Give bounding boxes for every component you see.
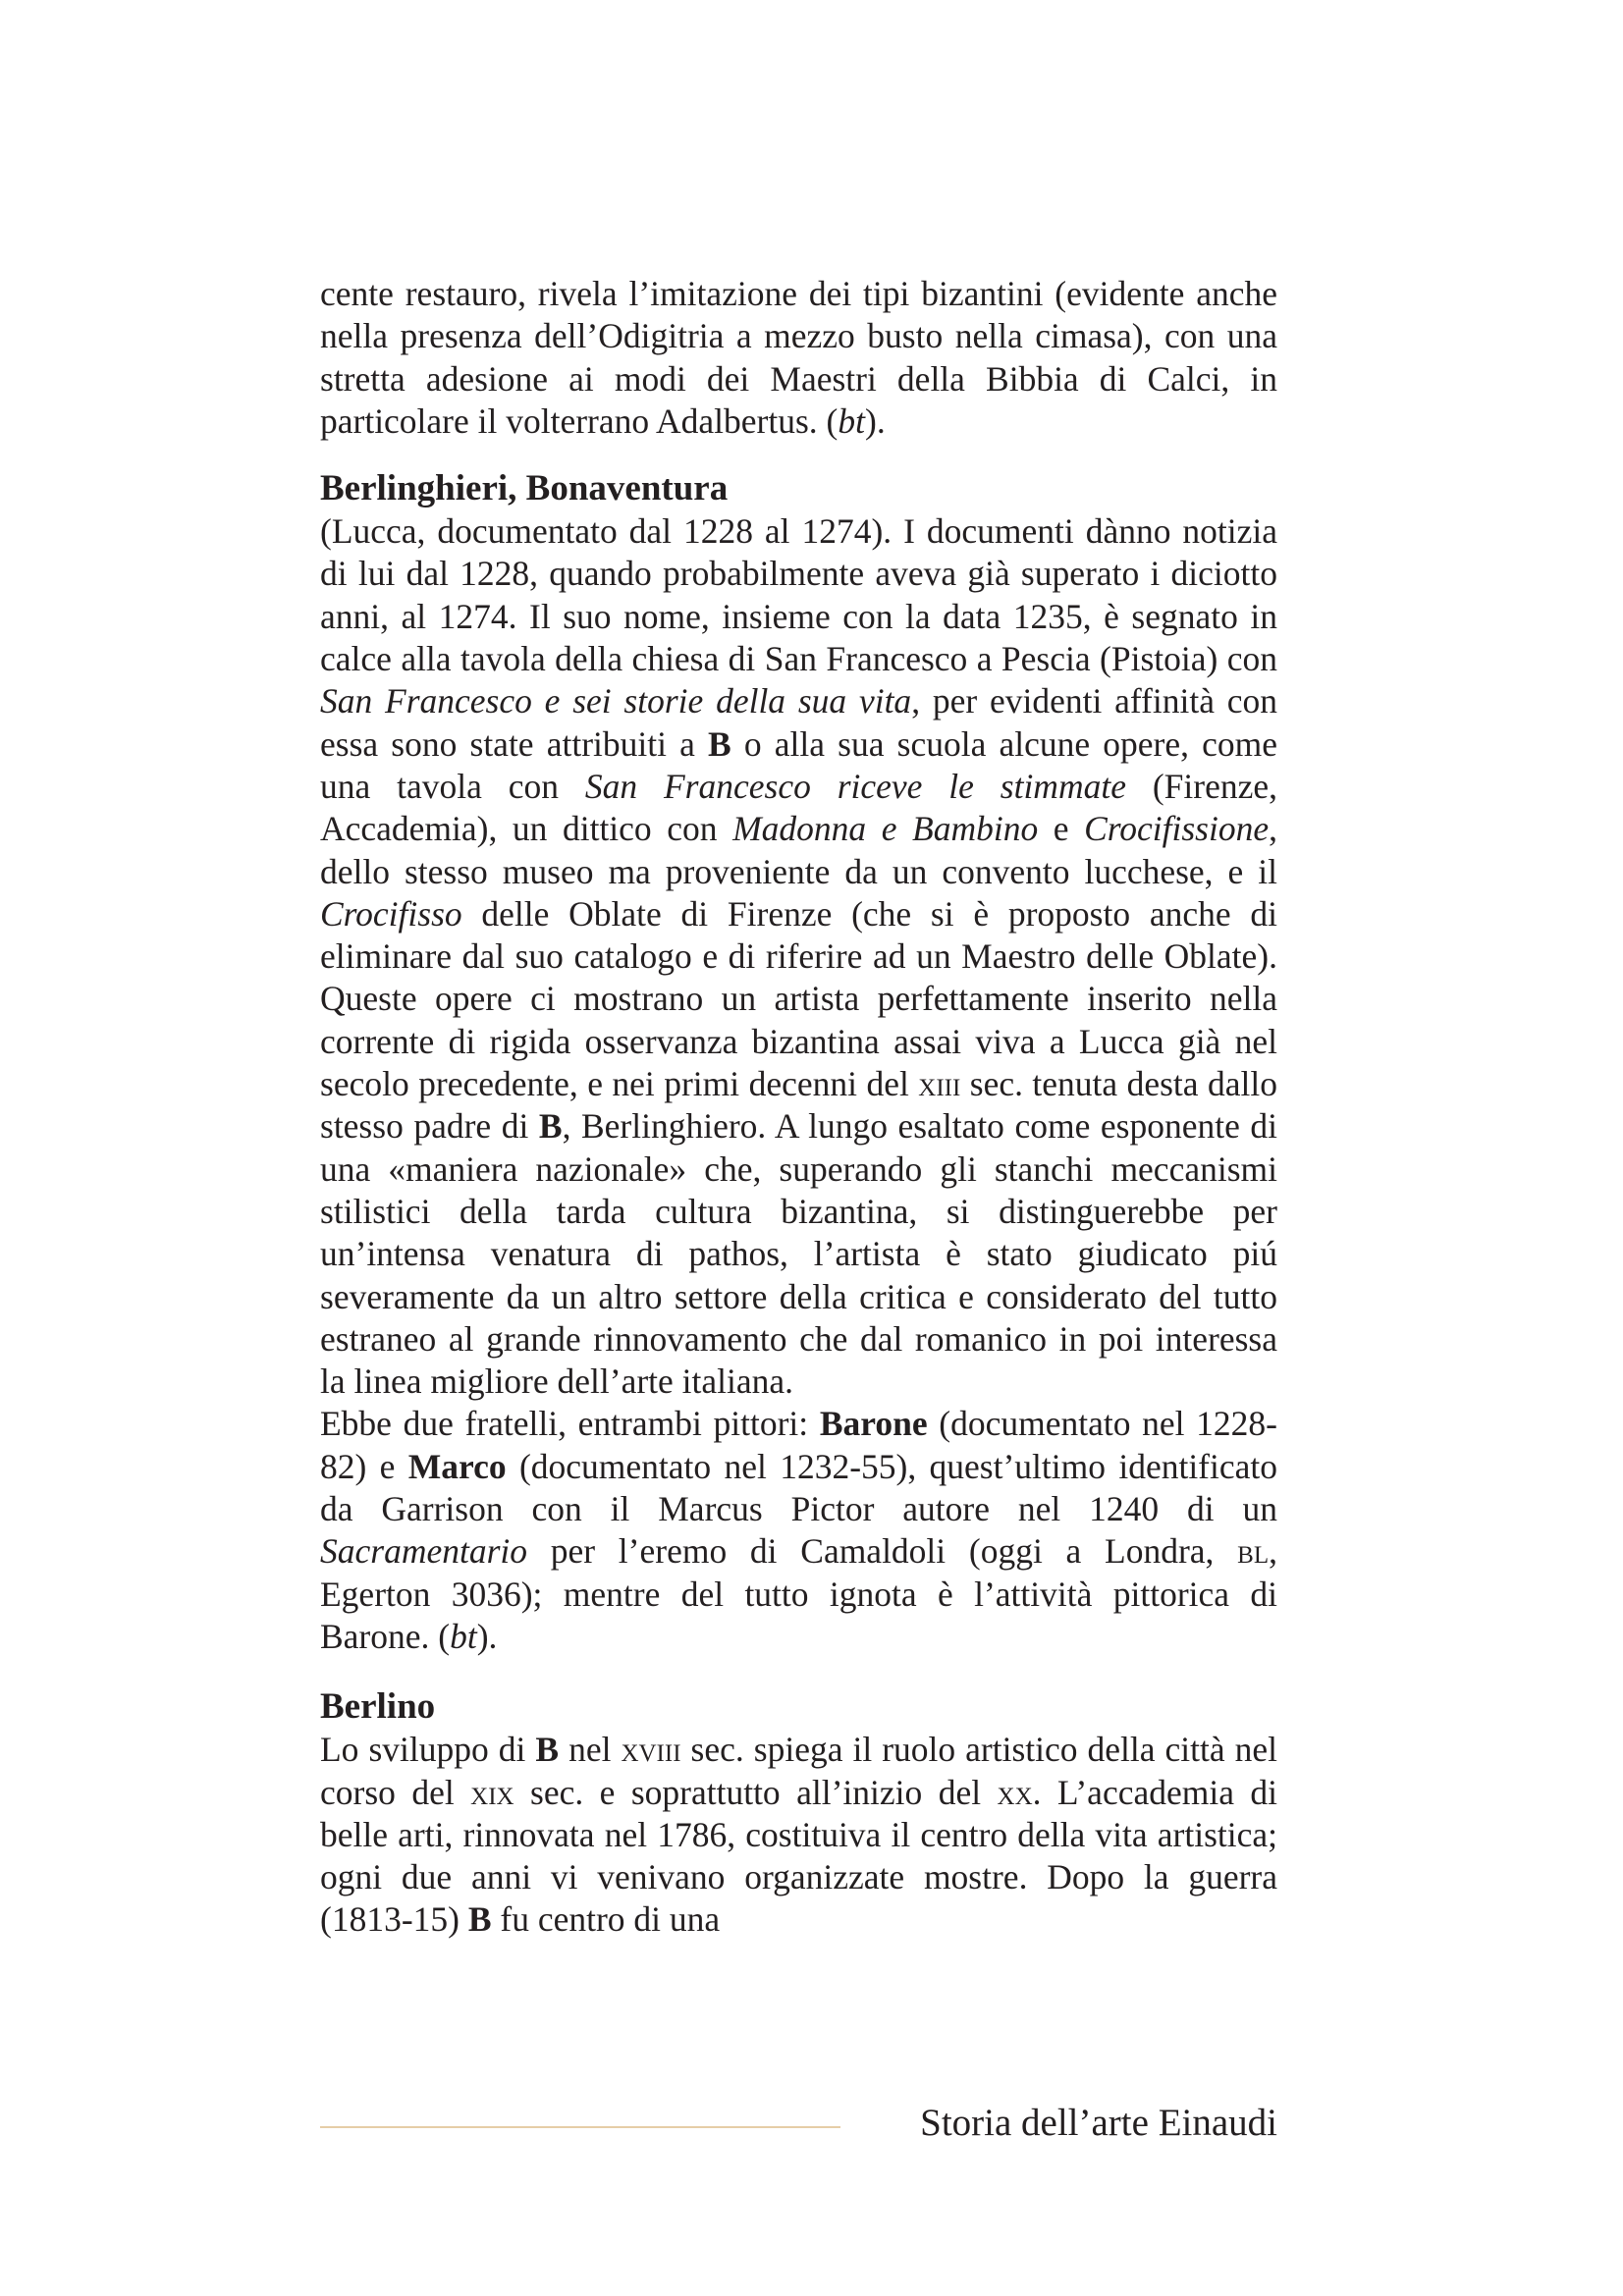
text-run: ).	[865, 400, 886, 441]
footer-rule	[320, 2126, 840, 2128]
century-numeral: xx	[997, 1772, 1033, 1812]
bold-name: Barone	[819, 1404, 928, 1444]
text-run: per l’eremo di Camaldoli (oggi a Londra,	[527, 1531, 1238, 1572]
library-abbreviation: bl	[1237, 1531, 1270, 1572]
text-run: Lo sviluppo di	[320, 1730, 536, 1770]
artwork-title: Crocifissione	[1084, 809, 1270, 849]
text-run: sec. tenuta desta dallo stesso padre di	[320, 1064, 1277, 1147]
continuation-paragraph	[320, 273, 1277, 443]
author-initials: bt	[450, 1616, 477, 1656]
century-numeral: xviii	[621, 1730, 681, 1770]
artwork-title: San Francesco e sei storie della sua vita	[320, 681, 912, 721]
entry-abbreviation: B	[467, 1899, 492, 1940]
footer-publication-title: Storia dell’arte Einaudi	[920, 2102, 1277, 2144]
text-run: fu centro di una	[491, 1899, 721, 1940]
entry-title-berlinghieri: Berlinghieri, Bonaventura	[320, 468, 729, 509]
century-numeral: xix	[470, 1772, 514, 1812]
text-run: ).	[476, 1616, 498, 1656]
text-run: nel	[559, 1730, 622, 1770]
entry-abbreviation: B	[538, 1106, 563, 1147]
entry-paragraph-berlinghieri-1	[320, 510, 1277, 1403]
text-run: (Firenze, Accademia), un dittico con	[320, 766, 1277, 849]
century-numeral: xiii	[918, 1064, 961, 1104]
text-run: (documentato nel 1232-55), quest’ultimo identificato da Garrison con il Marcus Pictor autore nel 1240 di un	[320, 1446, 1277, 1529]
artwork-title: Madonna e Bambino	[732, 809, 1039, 849]
entry-paragraph-berlinghieri-2	[320, 1403, 1277, 1658]
text-run: , Berlinghiero. A lungo esaltato come esponente di una «maniera nazionale» che, superando gli stanchi meccanismi stilistici della tarda cultura bizantina, si distinguerebbe per un’intensa venatura di pathos, l’artista è stato giudicato piú severamente da un altro settore della critica e considerato del tutto estraneo al grande rinnovamento che dal romanico in poi interessa la linea migliore dell’arte italiana.	[320, 1106, 1277, 1402]
text-run: (Lucca, documentato dal 1228 al 1274). I documenti dànno notizia di lui dal 1228, quando probabilmente aveva già superato i diciotto anni, al 1274. Il suo nome, insieme con la data 1235, è segnato in calce alla tavola della chiesa di San Francesco a Pescia (Pistoia) con	[320, 511, 1277, 679]
text-run: sec. spiega il ruolo artistico della città nel corso del	[320, 1730, 1277, 1812]
artwork-title: San Francesco riceve le stimmate	[584, 766, 1126, 806]
text-run: , Egerton 3036); mentre del tutto ignota è l’attività pittorica di Barone. (	[320, 1531, 1277, 1656]
artwork-title: Sacramentario	[320, 1531, 528, 1572]
text-run: , dello stesso museo ma proveniente da un convento lucchese, e il	[320, 809, 1277, 891]
entry-title-berlino: Berlino	[320, 1686, 436, 1728]
text-run: (documentato nel 1228-82) e	[320, 1404, 1277, 1486]
text-run: e	[1038, 809, 1085, 849]
text-run: Ebbe due fratelli, entrambi pittori:	[320, 1404, 820, 1444]
entry-abbreviation: B	[708, 723, 731, 764]
text-run: sec. e soprattutto all’inizio del	[514, 1772, 998, 1812]
artwork-title: Crocifisso	[320, 893, 462, 934]
text-run: , per evidenti affinità con essa sono state attribuiti a	[320, 681, 1278, 764]
author-initials: bt	[838, 400, 865, 441]
text-run: delle Oblate di Firenze (che si è proposto anche di eliminare dal suo catalogo e di riferire ad un Maestro delle Oblate). Queste opere ci mostrano un artista perfettamente inserito nella corrente di rigida osservanza bizantina assai viva a Lucca già nel secolo precedente, e nei primi decenni del	[320, 893, 1277, 1104]
entry-paragraph-berlino-1	[320, 1729, 1277, 1941]
entry-abbreviation: B	[535, 1730, 560, 1770]
text-run: cente restauro, rivela l’imitazione dei tipi bizantini (evidente anche nella presenza dell’Odigitria a mezzo busto nella cimasa), con una stretta adesione ai modi dei Maestri della Bibbia di Calci, in particolare il volterrano Adalbertus. (	[320, 274, 1277, 441]
text-column	[320, 273, 1277, 1942]
text-run: o alla sua scuola alcune opere, come una tavola con	[320, 723, 1277, 806]
text-run: . L’accademia di belle arti, rinnovata nel 1786, costituiva il centro della vita artistica; ogni due anni vi venivano organizzate mostre. Dopo la guerra (1813-15)	[320, 1772, 1277, 1940]
bold-name: Marco	[407, 1446, 507, 1486]
